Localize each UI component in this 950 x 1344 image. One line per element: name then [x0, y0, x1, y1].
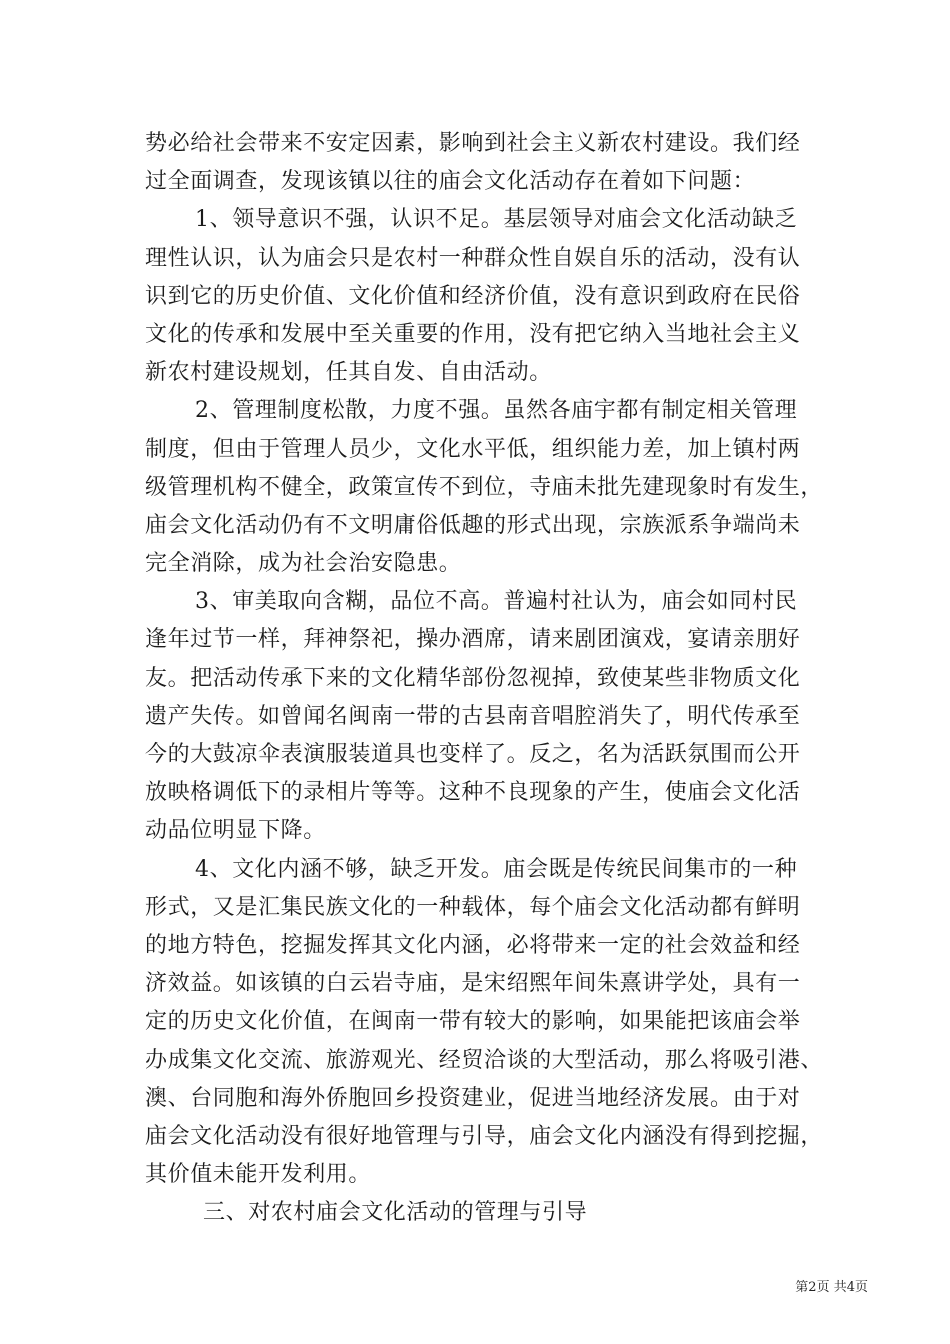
text-line: 动品位明显下降。	[145, 818, 326, 844]
footer-prefix: 第	[795, 1280, 809, 1295]
text-line: 澳、台同胞和海外侨胞回乡投资建业，促进当地经济发展。由于对	[145, 1085, 801, 1111]
paragraph-start: 3、审美取向含糊，品位不高。普遍村社认为，庙会如同村民	[195, 589, 798, 615]
text-line: 庙会文化活动没有很好地管理与引导，庙会文化内涵没有得到挖掘，	[145, 1123, 824, 1149]
text-line: 文化的传承和发展中至关重要的作用，没有把它纳入当地社会主义	[145, 321, 801, 347]
text-line: 完全消除，成为社会治安隐患。	[145, 551, 462, 577]
page-footer	[0, 1276, 868, 1295]
paragraph-start: 1、领导意识不强，认识不足。基层领导对庙会文化活动缺乏	[195, 207, 798, 233]
footer-middle: 页 共	[816, 1280, 847, 1295]
text-line: 办成集文化交流、旅游观光、经贸洽谈的大型活动，那么将吸引港、	[145, 1047, 824, 1073]
text-line: 识到它的历史价值、文化价值和经济价值，没有意识到政府在民俗	[145, 283, 801, 309]
footer-suffix: 页	[854, 1280, 868, 1295]
text-line: 过全面调查，发现该镇以往的庙会文化活动存在着如下问题：	[145, 169, 756, 195]
paragraph-start: 2、管理制度松散，力度不强。虽然各庙宇都有制定相关管理	[195, 398, 798, 424]
text-line: 形式，又是汇集民族文化的一种载体，每个庙会文化活动都有鲜明	[145, 894, 801, 920]
text-line: 济效益。如该镇的白云岩寺庙，是宋绍煕年间朱熹讲学处，具有一	[145, 971, 801, 997]
footer-current-page: 2	[808, 1280, 817, 1295]
section-heading: 三、对农村庙会文化活动的管理与引导	[203, 1200, 588, 1226]
text-line: 放映格调低下的录相片等等。这种不良现象的产生，使庙会文化活	[145, 780, 801, 806]
text-line: 级管理机构不健全，政策宣传不到位，寺庙未批先建现象时有发生，	[145, 474, 824, 500]
text-line: 新农村建设规划，任其自发、自由活动。	[145, 360, 552, 386]
paragraph-start: 4、文化内涵不够，缺乏开发。庙会既是传统民间集市的一种	[195, 856, 798, 882]
text-line: 理性认识，认为庙会只是农村一种群众性自娱自乐的活动，没有认	[145, 245, 801, 271]
text-line: 的地方特色，挖掘发挥其文化内涵，必将带来一定的社会效益和经	[145, 932, 801, 958]
text-line: 势必给社会带来不安定因素，影响到社会主义新农村建设。我们经	[145, 131, 801, 156]
footer-total-pages: 4	[846, 1280, 855, 1295]
text-line: 遗产失传。如曾闻名闽南一带的古县南音唱腔消失了，明代传承至	[145, 703, 801, 729]
text-line: 定的历史文化价值，在闽南一带有较大的影响，如果能把该庙会举	[145, 1009, 801, 1035]
document-body	[145, 125, 824, 1232]
text-line: 制度，但由于管理人员少，文化水平低，组织能力差，加上镇村两	[145, 436, 801, 462]
text-line: 友。把活动传承下来的文化精华部份忽视掉，致使某些非物质文化	[145, 665, 801, 691]
text-line: 庙会文化活动仍有不文明庸俗低趣的形式出现，宗族派系争端尚未	[145, 512, 801, 538]
text-line: 其价值未能开发利用。	[145, 1162, 372, 1188]
text-line: 逢年过节一样，拜神祭祀，操办酒席，请来剧团演戏，宴请亲朋好	[145, 627, 801, 653]
text-line: 今的大鼓凉伞表演服装道具也变样了。反之，名为活跃氛围而公开	[145, 742, 801, 767]
